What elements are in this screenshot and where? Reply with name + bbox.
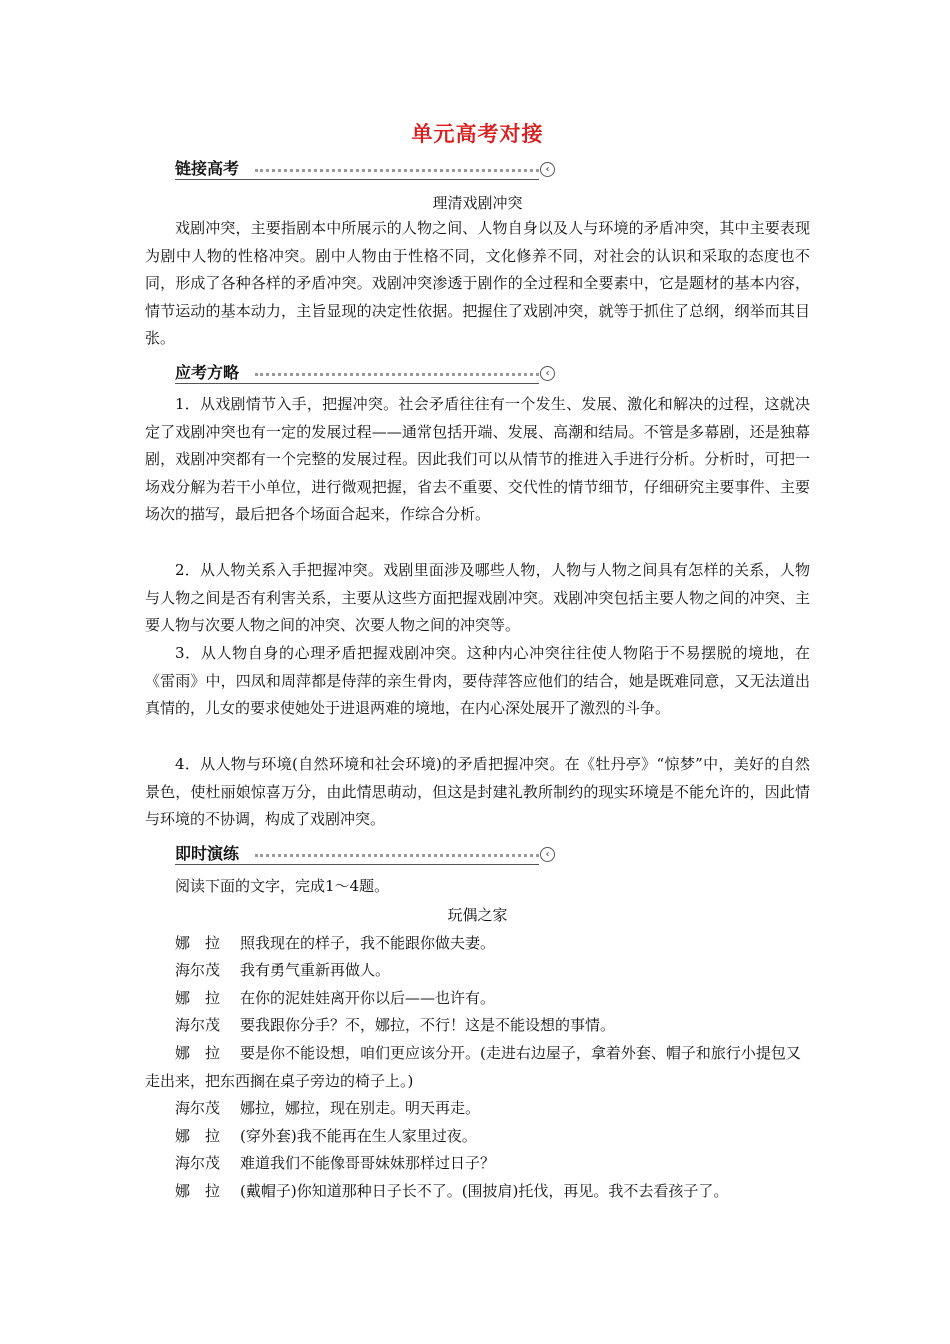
section-header-practice	[175, 843, 555, 865]
section-underline	[175, 864, 539, 865]
strategy-item-3: 3．从人物自身的心理矛盾把握戏剧冲突。这种内心冲突往往使人物陷于不易摆脱的境地，在《雷雨》中，四凤和周萍都是侍萍的亲生骨肉，要侍萍答应他们的结合，她是既难同意，又无法道出真情的，儿女的要求使她处于进退两难的境地，在内心深处展开了激烈的斗争。	[145, 644, 810, 718]
dialogue-line	[145, 1150, 810, 1178]
speaker: 娜 拉	[175, 1044, 221, 1062]
dialogue-line	[145, 1012, 810, 1040]
strategy-item-2: 2．从人物关系入手把握冲突。戏剧里面涉及哪些人物，人物与人物之间具有怎样的关系，人物与人物之间是否有利害关系，主要从这些方面把握戏剧冲突。戏剧冲突包括主要人物之间的冲突、主要人物与次要人物之间的冲突、次要人物之间的冲突等。	[145, 561, 810, 635]
chevron-left-icon: ‹	[540, 162, 555, 177]
line-text: 照我现在的样子，我不能跟你做夫妻。	[240, 934, 496, 952]
dialogue-line	[145, 1178, 810, 1206]
speaker: 娜 拉	[175, 1182, 221, 1200]
paragraph-link: 戏剧冲突，主要指剧本中所展示的人物之间、人物自身以及人与环境的矛盾冲突，其中主要表现为剧中人物的性格冲突。剧中人物由于性格不同，文化修养不同，对社会的认识和采取的态度也不同，形成了各种各样的矛盾冲突。戏剧冲突渗透于剧作的全过程和全要素中，它是题材的基本内容，情节运动的基本动力，主旨显现的决定性依据。把握住了戏剧冲突，就等于抓住了总纲，纲举而其目张。	[145, 219, 810, 348]
dialogue-line	[145, 985, 810, 1013]
line-text: 娜拉，娜拉，现在别走。明天再走。	[240, 1099, 481, 1117]
dialogue-line	[145, 1095, 810, 1123]
line-text: (穿外套)我不能再在生人家里过夜。	[240, 1127, 477, 1145]
section-label: 链接高考	[175, 159, 240, 178]
section-label: 应考方略	[175, 363, 240, 382]
section-underline	[175, 383, 539, 384]
page-title: 单元高考对接	[411, 122, 544, 146]
speaker: 海尔茂	[175, 1154, 221, 1172]
line-text: 难道我们不能像哥哥妹妹那样过日子？	[240, 1154, 496, 1172]
section-dots	[255, 373, 539, 376]
dialogue-line	[145, 1123, 810, 1151]
line-text: 在你的泥娃娃离开你以后——也许有。	[240, 989, 496, 1007]
section-header-strategy	[175, 362, 555, 384]
speaker: 娜 拉	[175, 989, 221, 1007]
practice-intro: 阅读下面的文字，完成1～4题。	[175, 877, 390, 895]
speaker: 海尔茂	[175, 1099, 221, 1117]
speaker: 海尔茂	[175, 1016, 221, 1034]
line-text: 要是你不能设想，咱们更应该分开。(走进右边屋子，拿着外套、帽子和旅行小提包又走出来，把东西搁在桌子旁边的椅子上。)	[145, 1044, 801, 1090]
section-header-link	[175, 158, 555, 180]
dialogue-line	[145, 1040, 810, 1095]
line-text: (戴帽子)你知道那种日子长不了。(围披肩)托伐，再见。我不去看孩子了。	[240, 1182, 729, 1200]
dialogue-line	[145, 957, 810, 985]
chevron-left-icon: ‹	[540, 847, 555, 862]
speaker: 娜 拉	[175, 1127, 221, 1145]
chevron-left-icon: ‹	[540, 366, 555, 381]
line-text: 要我跟你分手？不，娜拉，不行！这是不能设想的事情。	[240, 1016, 616, 1034]
speaker: 娜 拉	[175, 934, 221, 952]
section-subheading: 理清戏剧冲突	[432, 194, 523, 212]
strategy-item-1: 1．从戏剧情节入手，把握冲突。社会矛盾往往有一个发生、发展、激化和解决的过程，这就决定了戏剧冲突也有一定的发展过程——通常包括开端、发展、高潮和结局。不管是多幕剧，还是独幕剧，戏剧冲突都有一个完整的发展过程。因此我们可以从情节的推进入手进行分析。分析时，可把一场戏分解为若干小单位，进行微观把握，省去不重要、交代性的情节细节，仔细研究主要事件、主要场次的描写，最后把各个场面合起来，作综合分析。	[145, 395, 810, 524]
line-text: 我有勇气重新再做人。	[240, 961, 391, 979]
section-dots	[255, 169, 539, 172]
section-underline	[175, 179, 539, 180]
section-label: 即时演练	[175, 844, 240, 863]
speaker: 海尔茂	[175, 961, 221, 979]
play-title: 玩偶之家	[447, 906, 508, 924]
strategy-item-4: 4．从人物与环境(自然环境和社会环境)的矛盾把握冲突。在《牡丹亭》“惊梦”中，美好的自然景色，使杜丽娘惊喜万分，由此情思萌动，但这是封建礼教所制约的现实环境是不能允许的，因此情与环境的不协调，构成了戏剧冲突。	[145, 755, 810, 829]
dialogue-line	[145, 930, 810, 958]
section-dots	[255, 854, 539, 857]
